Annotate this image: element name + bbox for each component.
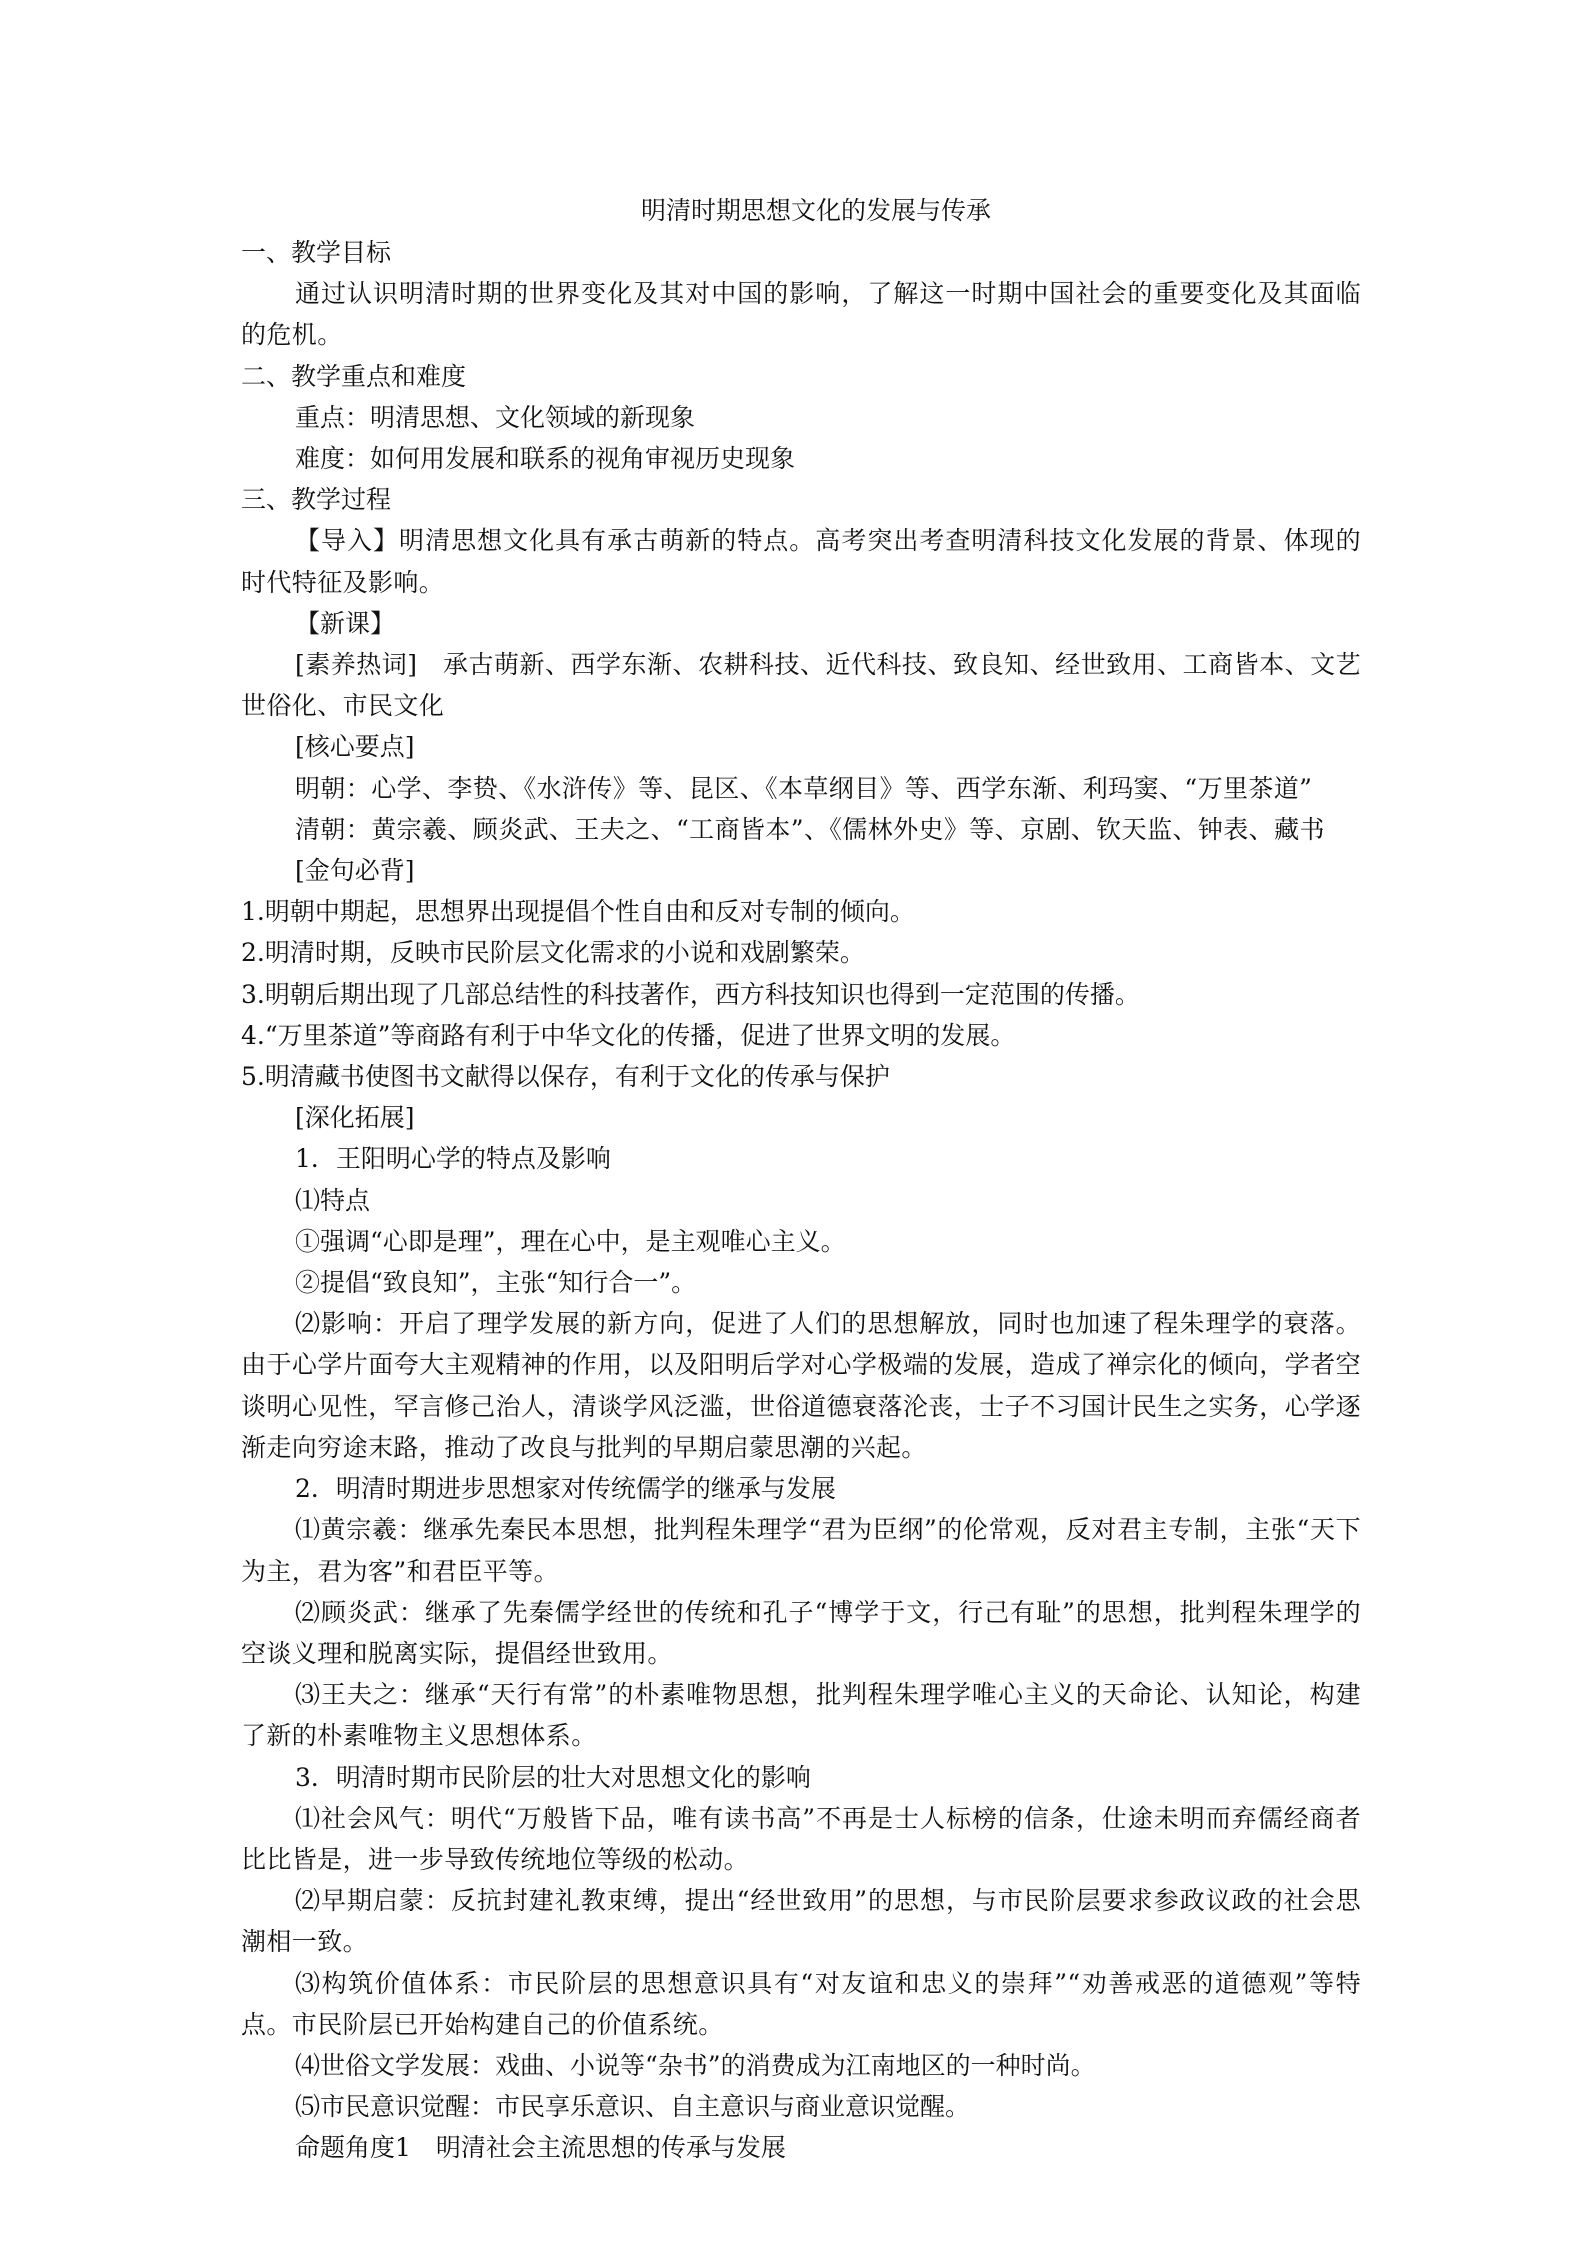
topic-heading-3: 3．明清时期市民阶层的壮大对思想文化的影响 [295, 1762, 811, 1792]
section-heading-goals: 一、教学目标 [241, 238, 392, 267]
core-points-label: [核心要点] [295, 732, 415, 762]
intro-paragraph: 【导入】明清思想文化具有承古萌新的特点。高考突出考查明清科技文化发展的背景、体现的时代特征及影响。 [241, 526, 1361, 597]
section-heading-process: 三、教学过程 [241, 485, 392, 515]
topic-3-item-4: ⑷世俗文学发展：戏曲、小说等“杂书”的消费成为江南地区的一种时尚。 [295, 2050, 1096, 2080]
document-title: 明清时期思想文化的发展与传承 [640, 196, 991, 225]
document-page [241, 190, 1361, 2169]
difficulty-text: 难度：如何用发展和联系的视角审视历史现象 [295, 444, 796, 474]
new-lesson-label: 【新课】 [295, 608, 396, 638]
topic-3-item-3: ⑶构筑价值体系：市民阶层的思想意识具有“对友谊和忠义的崇拜”“劝善戒恶的道德观”等特点。市民阶层已开始构建自己的价值系统。 [241, 1968, 1361, 2039]
topic-2-item-3: ⑶王夫之：继承“天行有常”的朴素唯物思想，批判程朱理学唯心主义的天命论、认知论，构建了新的朴素唯物主义思想体系。 [241, 1680, 1361, 1751]
golden-sentence: 2.明清时期，反映市民阶层文化需求的小说和戏剧繁荣。 [241, 938, 865, 968]
topic-1-feature-1: ①强调“心即是理”，理在心中，是主观唯心主义。 [295, 1226, 846, 1256]
golden-sentences-label: [金句必背] [295, 856, 415, 886]
deep-extension-label: [深化拓展] [295, 1103, 415, 1133]
topic-2-item-2: ⑵顾炎武：继承了先秦儒学经世的传统和孔子“博学于文，行己有耻”的思想，批判程朱理学的空谈义理和脱离实际，提倡经世致用。 [241, 1597, 1361, 1668]
topic-heading-2: 2．明清时期进步思想家对传统儒学的继承与发展 [295, 1474, 836, 1504]
topic-3-item-1: ⑴社会风气：明代“万般皆下品，唯有读书高”不再是士人标榜的信条，仕途未明而弃儒经商者比比皆是，进一步导致传统地位等级的松动。 [241, 1803, 1361, 1874]
golden-sentence: 4.“万里茶道”等商路有利于中华文化的传播，促进了世界文明的发展。 [241, 1020, 1016, 1050]
qing-dynasty-paragraph: 清朝：黄宗羲、顾炎武、王夫之、“工商皆本”、《儒林外史》等、京剧、钦天监、钟表、藏书 [295, 814, 1325, 844]
keywords-paragraph: [素养热词] 承古萌新、西学东渐、农耕科技、近代科技、致良知、经世致用、工商皆本、文艺世俗化、市民文化 [241, 650, 1361, 721]
golden-sentence: 3.明朝后期出现了几部总结性的科技著作，西方科技知识也得到一定范围的传播。 [241, 979, 1140, 1009]
topic-2-item-1: ⑴黄宗羲：继承先秦民本思想，批判程朱理学“君为臣纲”的伦常观，反对君主专制，主张“天下为主，君为客”和君臣平等。 [241, 1515, 1361, 1586]
topic-1-influence-paragraph: ⑵影响：开启了理学发展的新方向，促进了人们的思想解放，同时也加速了程朱理学的衰落。由于心学片面夸大主观精神的作用，以及阳明后学对心学极端的发展，造成了禅宗化的倾向，学者空谈明心见性，罕言修己治人，清谈学风泛滥，世俗道德衰落沦丧，士子不习国计民生之实务，心学逐渐走向穷途末路，推动了改良与批判的早期启蒙思潮的兴起。 [241, 1309, 1361, 1462]
ming-dynasty-paragraph: 明朝：心学、李贽、《水浒传》等、昆区、《本草纲目》等、西学东渐、利玛窦、“万里茶道” [295, 773, 1313, 803]
topic-1-features-label: ⑴特点 [295, 1185, 371, 1215]
topic-heading-1: 1．王阳明心学的特点及影响 [295, 1144, 611, 1174]
golden-sentence: 5.明清藏书使图书文献得以保存，有利于文化的传承与保护 [241, 1062, 890, 1092]
topic-1-feature-2: ②提倡“致良知”，主张“知行合一”。 [295, 1268, 697, 1298]
section-heading-focus: 二、教学重点和难度 [241, 361, 467, 391]
topic-3-item-2: ⑵早期启蒙：反抗封建礼教束缚，提出“经世致用”的思想，与市民阶层要求参政议政的社会思潮相一致。 [241, 1886, 1361, 1957]
goal-paragraph: 通过认识明清时期的世界变化及其对中国的影响，了解这一时期中国社会的重要变化及其面临的危机。 [241, 279, 1361, 350]
question-angle-heading: 命题角度1 明清社会主流思想的传承与发展 [295, 2133, 786, 2163]
focus-text: 重点：明清思想、文化领域的新现象 [295, 402, 696, 432]
topic-3-item-5: ⑸市民意识觉醒：市民享乐意识、自主意识与商业意识觉醒。 [295, 2092, 971, 2122]
golden-sentence: 1.明朝中期起，思想界出现提倡个性自由和反对专制的倾向。 [241, 897, 915, 927]
